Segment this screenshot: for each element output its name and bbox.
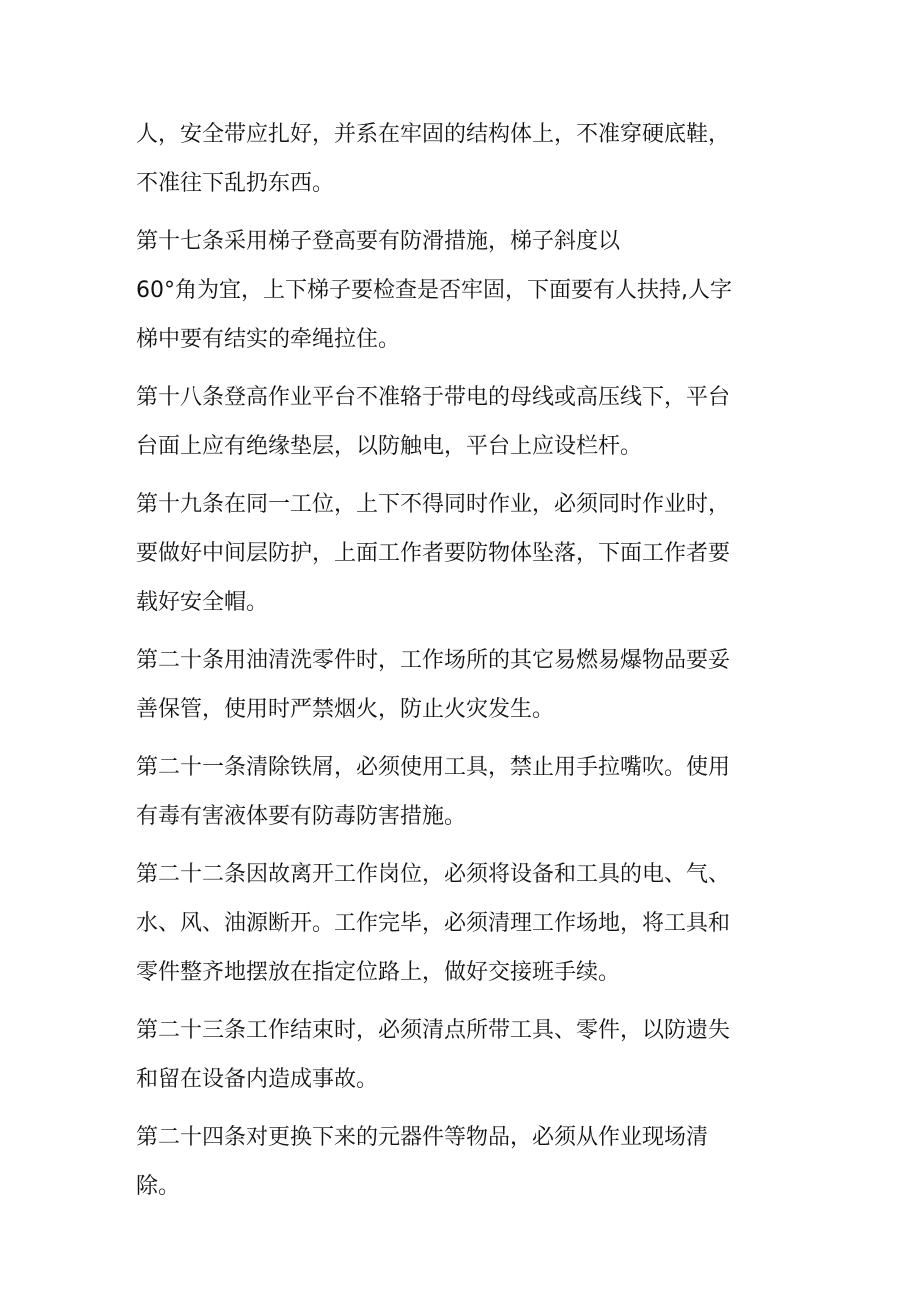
article-23 <box>136 1006 776 1104</box>
article-18 <box>136 373 776 471</box>
text-line: 水、风、油源断开。工作完毕，必须清理工作场地，将工具和 <box>136 911 731 936</box>
text-line: 有毒有害液体要有防毒防害措施。 <box>136 804 467 829</box>
text-line: 60°角为宜，上下梯子要检查是否牢固，下面要有人扶持,人字 <box>136 278 732 303</box>
text-line: 载好安全帽。 <box>136 590 269 615</box>
text-line: 善保管，使用时严禁烟火，防止火灾发生。 <box>136 697 555 722</box>
article-17 <box>136 217 776 364</box>
text-line: 第十七条采用梯子登高要有防滑措施，梯子斜度以 <box>136 229 621 254</box>
article-19 <box>136 480 776 627</box>
text-line: 台面上应有绝缘垫层，以防触电，平台上应设栏杆。 <box>136 434 643 459</box>
article-22 <box>136 850 776 997</box>
text-line: 和留在设备内造成事故。 <box>136 1067 379 1092</box>
text-line: 不准往下乱扔东西。 <box>136 171 335 196</box>
text-line: 第二十二条因故离开工作岗位，必须将设备和工具的电、气、 <box>136 862 731 887</box>
text-line: 人，安全带应扎好，并系在牢固的结构体上，不准穿硬底鞋， <box>136 122 731 147</box>
article-20 <box>136 636 776 734</box>
document-body <box>136 110 776 1211</box>
text-line: 第二十三条工作结束时，必须清点所带工具、零件，以防遗失 <box>136 1018 731 1043</box>
text-line: 梯中要有结实的牵绳拉住。 <box>136 327 401 352</box>
text-line: 第二十四条对更换下来的元器件等物品，必须从作业现场清 <box>136 1125 709 1150</box>
text-line: 第十九条在同一工位，上下不得同时作业，必须同时作业时， <box>136 492 731 517</box>
paragraph-1 <box>136 110 776 208</box>
text-line: 第二十条用油清洗零件时，工作场所的其它易燃易爆物品要妥 <box>136 648 731 673</box>
article-21 <box>136 743 776 841</box>
article-24 <box>136 1113 776 1211</box>
text-line: 第二十一条清除铁屑，必须使用工具，禁止用手拉嘴吹。使用 <box>136 755 731 780</box>
text-line: 零件整齐地摆放在指定位路上，做好交接班手续。 <box>136 960 621 985</box>
text-line: 要做好中间层防护，上面工作者要防物体坠落，下面工作者要 <box>136 541 731 566</box>
text-line: 第十八条登高作业平台不准辂于带电的母线或高压线下，平台 <box>136 385 731 410</box>
text-line: 除。 <box>136 1174 181 1199</box>
